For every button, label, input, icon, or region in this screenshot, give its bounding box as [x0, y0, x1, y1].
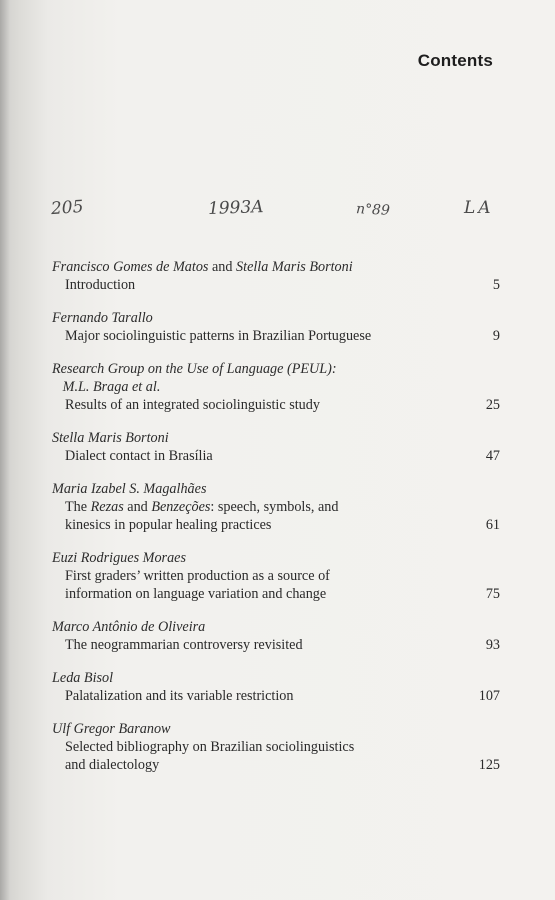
entry-title — [52, 636, 502, 654]
entry-title — [52, 276, 502, 294]
entry-title-line: The neogrammarian controversy revisited — [65, 637, 303, 653]
entry-title — [52, 687, 502, 705]
entry-title — [52, 498, 502, 534]
entry-title — [52, 447, 502, 465]
entry-title-line: Selected bibliography on Brazilian sociolinguistics — [65, 739, 355, 755]
contents-entry — [52, 309, 502, 345]
entry-authors: Marco Antônio de Oliveira — [52, 619, 206, 635]
handwritten-note: 205 — [50, 196, 85, 220]
contents-entry — [52, 720, 502, 774]
entry-title-line: information on language variation and change — [65, 586, 327, 602]
entry-page-number: 61 — [485, 517, 500, 533]
entry-title-line: Dialect contact in Brasília — [65, 448, 213, 464]
entry-authors: Leda Bisol — [52, 670, 114, 686]
entry-page-number: 5 — [492, 277, 500, 293]
handwritten-note: n°89 — [355, 201, 391, 219]
contents-heading: Contents — [417, 51, 493, 70]
contents-entry — [52, 618, 502, 654]
entry-page-number: 125 — [478, 757, 500, 773]
entry-authors: M.L. Braga et al. — [52, 379, 161, 395]
entry-title — [52, 396, 502, 414]
entry-page-number: 25 — [485, 397, 500, 413]
contents-entry — [52, 669, 502, 705]
entry-title-line: Results of an integrated sociolinguistic study — [65, 397, 320, 413]
contents-entry — [52, 480, 502, 534]
entry-authors: Fernando Tarallo — [52, 310, 153, 326]
handwritten-note: 1993A — [207, 197, 264, 219]
entry-title-line: First graders’ written production as a source of — [65, 568, 330, 584]
contents-entry — [52, 360, 502, 414]
entry-authors: Francisco Gomes de Matos and Stella Maris Bortoni — [52, 259, 353, 275]
entry-title-line: kinesics in popular healing practices — [65, 517, 272, 533]
entry-page-number: 9 — [492, 328, 500, 344]
handwritten-annotations — [0, 198, 555, 234]
contents-entry — [52, 258, 502, 294]
entry-page-number: 107 — [478, 688, 500, 704]
contents-entry — [52, 429, 502, 465]
entry-title — [52, 567, 502, 603]
entry-title-line: The Rezas and Benzeções: speech, symbols, and — [65, 499, 339, 515]
entry-page-number: 47 — [485, 448, 500, 464]
entry-title-line: Major sociolinguistic patterns in Brazilian Portuguese — [65, 328, 372, 344]
entry-title-line: Introduction — [65, 277, 136, 293]
contents-entry — [52, 549, 502, 603]
entry-authors: Ulf Gregor Baranow — [52, 721, 171, 737]
contents-list — [52, 258, 502, 789]
entry-authors: Stella Maris Bortoni — [52, 430, 169, 446]
entry-page-number: 75 — [485, 586, 500, 602]
entry-title — [52, 327, 502, 345]
entry-page-number: 93 — [485, 637, 500, 653]
entry-authors: Euzi Rodrigues Moraes — [52, 550, 186, 566]
entry-title-line: Palatalization and its variable restriction — [65, 688, 294, 704]
entry-title — [52, 738, 502, 774]
entry-authors: Research Group on the Use of Language (PEUL): — [52, 361, 337, 377]
entry-authors: Maria Izabel S. Magalhães — [52, 481, 207, 497]
handwritten-note: LA — [464, 198, 494, 218]
spine-shadow — [0, 0, 10, 900]
entry-title-line: and dialectology — [65, 757, 160, 773]
